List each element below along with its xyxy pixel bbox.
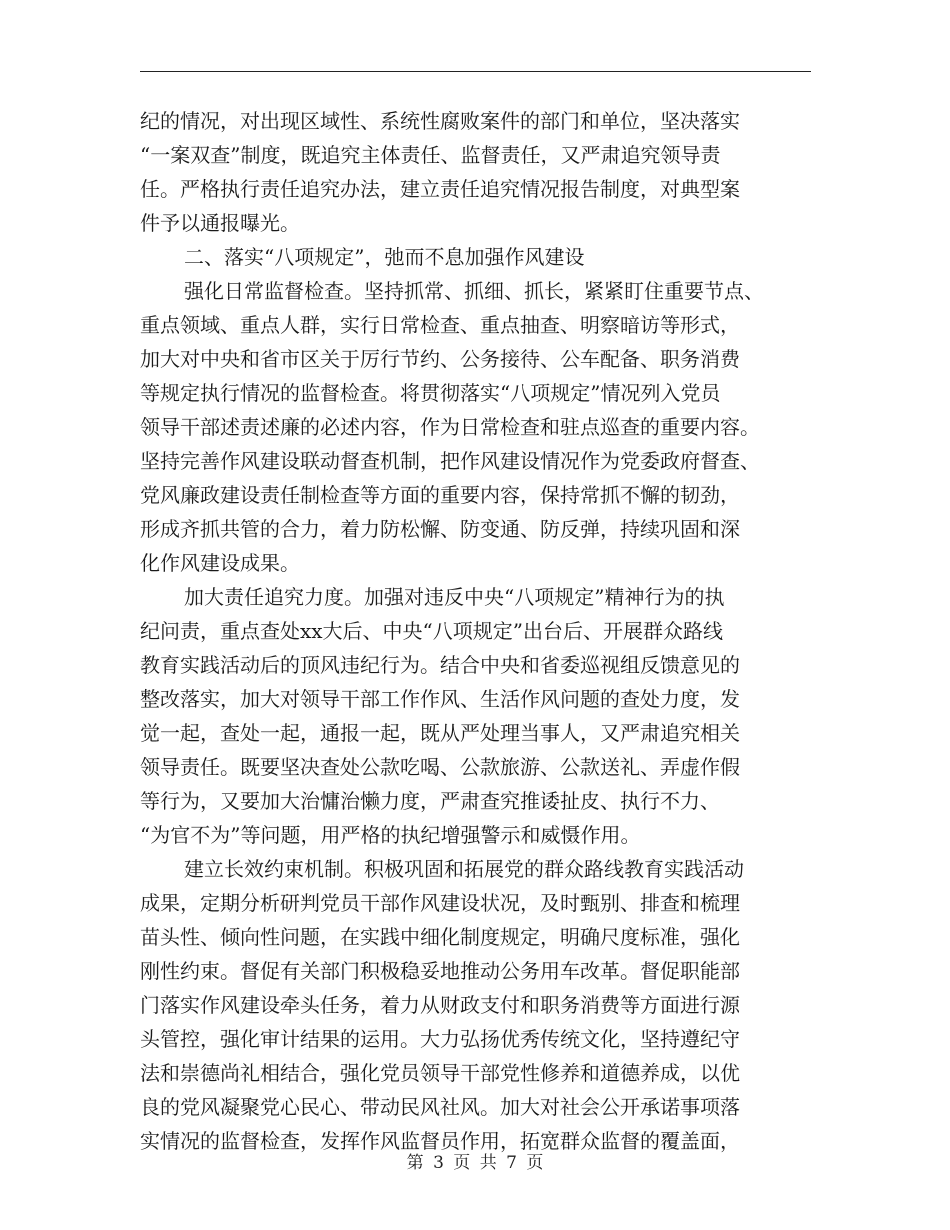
text-line: “一案双查”制度，既追究主体责任、监督责任，又严肃追究领导责 bbox=[140, 143, 721, 167]
text-line: 教育实践活动后的顶风违纪行为。结合中央和省委巡视组反馈意见的 bbox=[140, 653, 740, 677]
text-line: 成果，定期分析研判党员干部作风建设状况，及时甄别、排查和梳理 bbox=[140, 891, 740, 915]
text-line: 纪问责，重点查处xx大后、中央“八项规定”出台后、开展群众路线 bbox=[140, 619, 724, 643]
text-line: 觉一起，查处一起，通报一起，既从严处理当事人，又严肃追究相关 bbox=[140, 721, 740, 745]
text-line: 刚性约束。督促有关部门积极稳妥地推动公务用车改革。督促职能部 bbox=[140, 959, 740, 983]
header-rule bbox=[140, 71, 811, 72]
text-line: 整改落实，加大对领导干部工作作风、生活作风问题的查处力度，发 bbox=[140, 687, 740, 711]
text-line: 化作风建设成果。 bbox=[140, 551, 300, 575]
text-line: 良的党风凝聚党心民心、带动民风社风。加大对社会公开承诺事项落 bbox=[140, 1095, 740, 1119]
page-footer: 第 3 页 共 7 页 bbox=[406, 1153, 544, 1173]
text-line: 重点领域、重点人群，实行日常检查、重点抽查、明察暗访等形式， bbox=[140, 313, 740, 337]
text-line: 等行为，又要加大治慵治懒力度，严肃查究推诿扯皮、执行不力、 bbox=[140, 789, 720, 813]
text-line: 坚持完善作风建设联动督查机制，把作风建设情况作为党委政府督查、 bbox=[140, 449, 760, 473]
text-line: 领导责任。既要坚决查处公款吃喝、公款旅游、公款送礼、弄虚作假 bbox=[140, 755, 740, 779]
document-body bbox=[140, 104, 816, 1158]
text-line: 强化日常监督检查。坚持抓常、抓细、抓长，紧紧盯住重要节点、 bbox=[184, 279, 764, 303]
text-line: 苗头性、倾向性问题，在实践中细化制度规定，明确尺度标准，强化 bbox=[140, 925, 740, 949]
text-line: 件予以通报曝光。 bbox=[140, 211, 300, 235]
text-line: 头管控，强化审计结果的运用。大力弘扬优秀传统文化，坚持遵纪守 bbox=[140, 1027, 740, 1051]
text-line: 实情况的监督检查，发挥作风监督员作用，拓宽群众监督的覆盖面， bbox=[140, 1129, 740, 1153]
text-line: 加大责任追究力度。加强对违反中央“八项规定”精神行为的执 bbox=[184, 585, 725, 609]
text-line: 领导干部述责述廉的必述内容，作为日常检查和驻点巡查的重要内容。 bbox=[140, 415, 760, 439]
text-line: 党风廉政建设责任制检查等方面的重要内容，保持常抓不懈的韧劲， bbox=[140, 483, 740, 507]
text-line: 门落实作风建设牵头任务，着力从财政支付和职务消费等方面进行源 bbox=[140, 993, 740, 1017]
text-line: “为官不为”等问题，用严格的执纪增强警示和威慑作用。 bbox=[140, 823, 641, 847]
text-line: 等规定执行情况的监督检查。将贯彻落实“八项规定”情况列入党员 bbox=[140, 381, 721, 405]
text-line: 形成齐抓共管的合力，着力防松懈、防变通、防反弹，持续巩固和深 bbox=[140, 517, 740, 541]
text-line: 任。严格执行责任追究办法，建立责任追究情况报告制度，对典型案 bbox=[140, 177, 740, 201]
text-line: 二、落实“八项规定”，弛而不息加强作风建设 bbox=[184, 245, 585, 269]
text-line: 纪的情况，对出现区域性、系统性腐败案件的部门和单位，坚决落实 bbox=[140, 109, 740, 133]
text-line: 建立长效约束机制。积极巩固和拓展党的群众路线教育实践活动 bbox=[184, 857, 744, 881]
text-line: 法和崇德尚礼相结合，强化党员领导干部党性修养和道德养成，以优 bbox=[140, 1061, 740, 1085]
text-line: 加大对中央和省市区关于厉行节约、公务接待、公车配备、职务消费 bbox=[140, 347, 740, 371]
